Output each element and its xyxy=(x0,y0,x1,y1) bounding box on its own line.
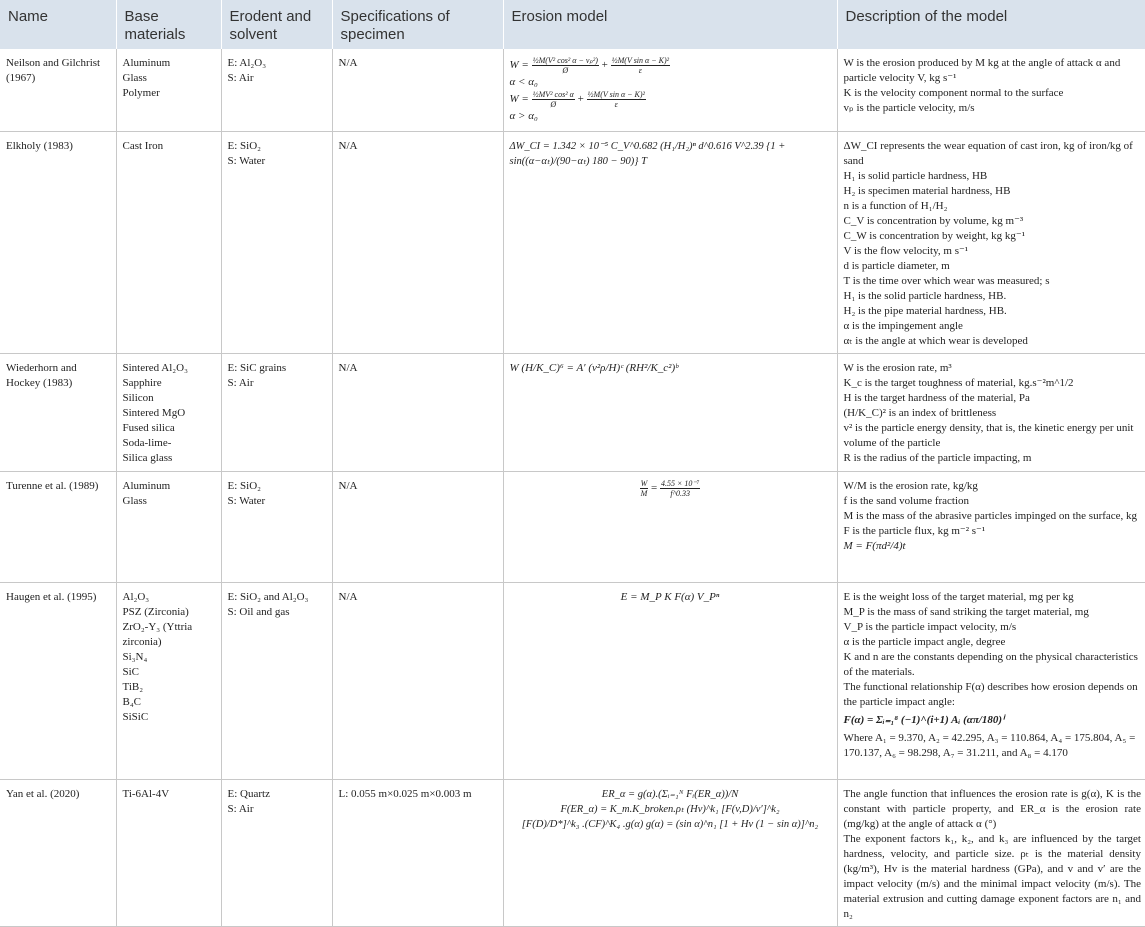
table-row xyxy=(0,131,1145,353)
cell-model: ΔW_CI = 1.342 × 10⁻⁵ C_V^0.682 (H₁/H₂)ⁿ d^0.616 V^2.39 {1 + sin((α−αₜ)/(90−αₜ) 180 − 90)} T xyxy=(503,131,837,353)
desc-line: α is the particle impact angle, degree xyxy=(843,635,1006,648)
fraction-numerator: ½M(V sin α − K)² xyxy=(587,90,645,99)
cell-model xyxy=(503,471,837,582)
model-line xyxy=(510,56,831,75)
desc-line: W is the erosion produced by M kg at the angle of attack α and particle velocity V, kg s⁻¹ xyxy=(843,57,1121,84)
fraction-denominator: M xyxy=(640,488,648,498)
desc-line: v² is the particle energy density, that is, the kinetic energy per unit volume of the particle xyxy=(843,421,1134,449)
base-item: Glass xyxy=(122,494,147,507)
desc-line: K and n are the constants depending on the physical characteristics of the materials. xyxy=(843,650,1138,678)
cell-name: Elkholy (1983) xyxy=(0,131,116,353)
fraction-denominator: f^0.33 xyxy=(670,488,690,498)
base-item: Silicon xyxy=(122,391,154,404)
base-item: Si₃N₄ xyxy=(122,650,148,663)
desc-line: M = F(πd²/4)t xyxy=(843,539,906,552)
desc-line: V is the flow velocity, m s⁻¹ xyxy=(843,244,969,257)
base-item: B₄C xyxy=(122,695,142,708)
desc-line: K_c is the target toughness of material, kg.s⁻²m^1/2 xyxy=(843,376,1074,389)
desc-line: M_P is the mass of sand striking the target material, mg xyxy=(843,605,1089,618)
cell-erodent xyxy=(221,353,332,471)
cell-spec: N/A xyxy=(332,582,503,779)
base-item: Sintered MgO xyxy=(122,406,186,419)
model-plus: + xyxy=(577,93,584,106)
model-line: F(ER_α) = K_m.K_broken.ρₜ (Hv)^k₁ [F(v,D)/v′]^k₂ xyxy=(560,803,780,815)
table-row xyxy=(0,471,1145,582)
cell-base xyxy=(116,779,221,926)
cell-base xyxy=(116,353,221,471)
model-line: ER_α = g(α).(Σᵢ₌₁ᴺ Fᵢ(ER_α))/N xyxy=(601,788,739,800)
cell-erodent xyxy=(221,131,332,353)
base-item: Fused silica xyxy=(122,421,175,434)
desc-line: αₜ is the angle at which wear is developed xyxy=(843,334,1028,347)
base-item: Al₂O₃ xyxy=(122,590,150,603)
table-row xyxy=(0,779,1145,926)
cell-model: W (H/K_C)⁶ = A′ (v²ρ/H)ᶜ (RH²/K_c²)ᵇ xyxy=(503,353,837,471)
desc-line: d is particle diameter, m xyxy=(843,259,950,272)
desc-line: The functional relationship F(α) describes how erosion depends on the particle impact angle: xyxy=(843,680,1138,708)
table-row xyxy=(0,49,1145,131)
model-plus: + xyxy=(601,59,608,72)
base-item: Soda-lime- xyxy=(122,436,172,449)
cell-model xyxy=(503,49,837,131)
solvent-line: S: Water xyxy=(227,154,266,167)
fraction-numerator: ½MV² cos² α xyxy=(532,90,574,99)
model-line xyxy=(510,90,831,109)
cell-base xyxy=(116,471,221,582)
desc-line: E is the weight loss of the target material, mg per kg xyxy=(843,590,1074,603)
desc-line: H is the target hardness of the material, Pa xyxy=(843,391,1030,404)
cell-description xyxy=(837,582,1145,779)
fraction-numerator: W xyxy=(640,478,648,488)
model-fraction xyxy=(587,90,646,109)
base-item: Sintered Al₂O₃ xyxy=(122,361,188,374)
cell-spec: N/A xyxy=(332,131,503,353)
table-row xyxy=(0,582,1145,779)
desc-line: n is a function of H₁/H₂ xyxy=(843,199,948,212)
header-erosion-model: Erosion model xyxy=(503,0,837,49)
base-item: Sapphire xyxy=(122,376,162,389)
model-fraction xyxy=(611,56,670,75)
fraction-denominator: Ø xyxy=(550,100,557,109)
desc-line: vₚ is the particle velocity, m/s xyxy=(843,102,975,114)
cell-name: Neilson and Gilchrist (1967) xyxy=(0,49,116,131)
cell-base xyxy=(116,131,221,353)
model-equals: = xyxy=(651,481,658,494)
header-name: Name xyxy=(0,0,116,49)
erodent-line: E: Quartz xyxy=(227,787,270,800)
desc-line: C_W is concentration by weight, kg kg⁻¹ xyxy=(843,229,1026,242)
base-item: TiB₂ xyxy=(122,680,144,693)
table-row xyxy=(0,353,1145,471)
desc-line: The exponent factors k₁, k₂, and k₃ are influenced by the target hardness, velocity, and particle size. ρₜ is the material density (kg/m³), Hv is the material hardness (GPa), and v and v′ are the impact velocity (m/s) and the minimal impact velocity (m/s). The material extrusion and cutting damage exponent factors are n₁ and n₂ xyxy=(843,832,1141,920)
solvent-line: S: Air xyxy=(227,802,254,815)
cell-spec: N/A xyxy=(332,353,503,471)
erodent-line: E: SiO₂ and Al₂O₃ xyxy=(227,590,309,603)
desc-line: C_V is concentration by volume, kg m⁻³ xyxy=(843,214,1024,227)
cell-description xyxy=(837,131,1145,353)
desc-line: ΔW_CI represents the wear equation of cast iron, kg of iron/kg of sand xyxy=(843,139,1133,167)
cell-description xyxy=(837,353,1145,471)
erodent-line: E: Al₂O₃ xyxy=(227,57,267,69)
desc-line: H₂ is the pipe material hardness, HB. xyxy=(843,304,1007,317)
header-erodent-solvent: Erodent and solvent xyxy=(221,0,332,49)
erodent-line: E: SiO₂ xyxy=(227,479,261,492)
fraction-numerator: 4.55 × 10⁻⁷ xyxy=(660,478,700,488)
cell-base xyxy=(116,582,221,779)
desc-line: F is the particle flux, kg m⁻² s⁻¹ xyxy=(843,524,986,537)
model-fraction xyxy=(532,56,599,75)
cell-spec: L: 0.055 m×0.025 m×0.003 m xyxy=(332,779,503,926)
base-item: Cast Iron xyxy=(122,139,164,152)
cell-model xyxy=(503,779,837,926)
model-fraction xyxy=(660,479,700,498)
model-line: [F(D)/D*]^k₃ .(CF)^K₄ .g(α) g(α) = (sin α)^n₁ [1 + Hv (1 − sin α)]^n₂ xyxy=(521,818,819,830)
base-item: Glass xyxy=(122,72,147,84)
solvent-line: S: Air xyxy=(227,376,254,389)
desc-line: α is the impingement angle xyxy=(843,319,963,332)
desc-line: T is the time over which wear was measured; s xyxy=(843,274,1050,287)
model-fraction xyxy=(532,90,575,109)
fraction-numerator: ½M(V² cos² α − vₚ²) xyxy=(532,56,598,65)
cell-spec: N/A xyxy=(332,471,503,582)
desc-formula: F(α) = Σᵢ₌₁⁸ (−1)^(i+1) Aᵢ (απ/180)ⁱ xyxy=(843,713,1005,726)
desc-line: V_P is the particle impact velocity, m/s xyxy=(843,620,1017,633)
desc-line: K is the velocity component normal to the surface xyxy=(843,87,1064,99)
base-item: SiSiC xyxy=(122,710,149,723)
base-item: Aluminum xyxy=(122,57,171,69)
fraction-denominator: ε xyxy=(614,100,618,109)
desc-line: f is the sand volume fraction xyxy=(843,494,970,507)
base-item: Polymer xyxy=(122,87,160,99)
header-base-materials: Base materials xyxy=(116,0,221,49)
erodent-line: E: SiO₂ xyxy=(227,139,261,152)
model-condition: α > α₀ xyxy=(509,110,538,122)
cell-name: Wiederhorn and Hockey (1983) xyxy=(0,353,116,471)
model-fraction xyxy=(640,479,649,498)
header-description: Description of the model xyxy=(837,0,1145,49)
solvent-line: S: Water xyxy=(227,494,266,507)
base-item: PSZ (Zirconia) xyxy=(122,605,189,618)
desc-line: R is the radius of the particle impacting, m xyxy=(843,451,1032,464)
erodent-line: E: SiC grains xyxy=(227,361,287,374)
fraction-denominator: ε xyxy=(638,66,642,75)
header-row xyxy=(0,0,1145,49)
cell-name: Turenne et al. (1989) xyxy=(0,471,116,582)
desc-line: M is the mass of the abrasive particles impinged on the surface, kg xyxy=(843,509,1138,522)
solvent-line: S: Air xyxy=(227,72,254,84)
desc-line: H₁ is the solid particle hardness, HB. xyxy=(843,289,1007,302)
fraction-denominator: Ø xyxy=(562,66,569,75)
model-lhs: W = xyxy=(509,59,529,72)
header-specifications: Specifications of specimen xyxy=(332,0,503,49)
base-item: SiC xyxy=(122,665,140,678)
cell-description xyxy=(837,779,1145,926)
cell-base xyxy=(116,49,221,131)
base-item: Ti-6Al-4V xyxy=(122,787,170,800)
cell-name: Yan et al. (2020) xyxy=(0,779,116,926)
cell-description xyxy=(837,49,1145,131)
cell-erodent xyxy=(221,582,332,779)
model-condition: α < α₀ xyxy=(509,76,538,88)
desc-line: (H/K_C)² is an index of brittleness xyxy=(843,406,997,419)
desc-line: Where A₁ = 9.370, A₂ = 42.295, A₃ = 110.864, A₄ = 175.804, A₅ = 170.137, A₆ = 98.298, A₇ = 31.211, and A₈ = 4.170 xyxy=(843,731,1136,759)
cell-spec: N/A xyxy=(332,49,503,131)
desc-line: W is the erosion rate, m³ xyxy=(843,361,952,374)
base-item: ZrO₂-Y₃ (Yttria zirconia) xyxy=(122,620,193,648)
cell-erodent xyxy=(221,49,332,131)
cell-erodent xyxy=(221,779,332,926)
solvent-line: S: Oil and gas xyxy=(227,605,290,618)
desc-line: H₁ is solid particle hardness, HB xyxy=(843,169,988,182)
desc-line: H₂ is specimen material hardness, HB xyxy=(843,184,1011,197)
base-item: Aluminum xyxy=(122,479,171,492)
cell-erodent xyxy=(221,471,332,582)
cell-description xyxy=(837,471,1145,582)
desc-line: W/M is the erosion rate, kg/kg xyxy=(843,479,978,492)
cell-name: Haugen et al. (1995) xyxy=(0,582,116,779)
cell-model: E = M_P K F(α) V_Pⁿ xyxy=(503,582,837,779)
fraction-numerator: ½M(V sin α − K)² xyxy=(611,56,670,65)
base-item: Silica glass xyxy=(122,451,173,464)
desc-line: The angle function that influences the erosion rate is g(α), K is the constant with particle property, and ER_α is the erosion rate (mg/kg) at the angle of attack α (°) xyxy=(843,787,1141,830)
model-lhs: W = xyxy=(509,93,529,106)
